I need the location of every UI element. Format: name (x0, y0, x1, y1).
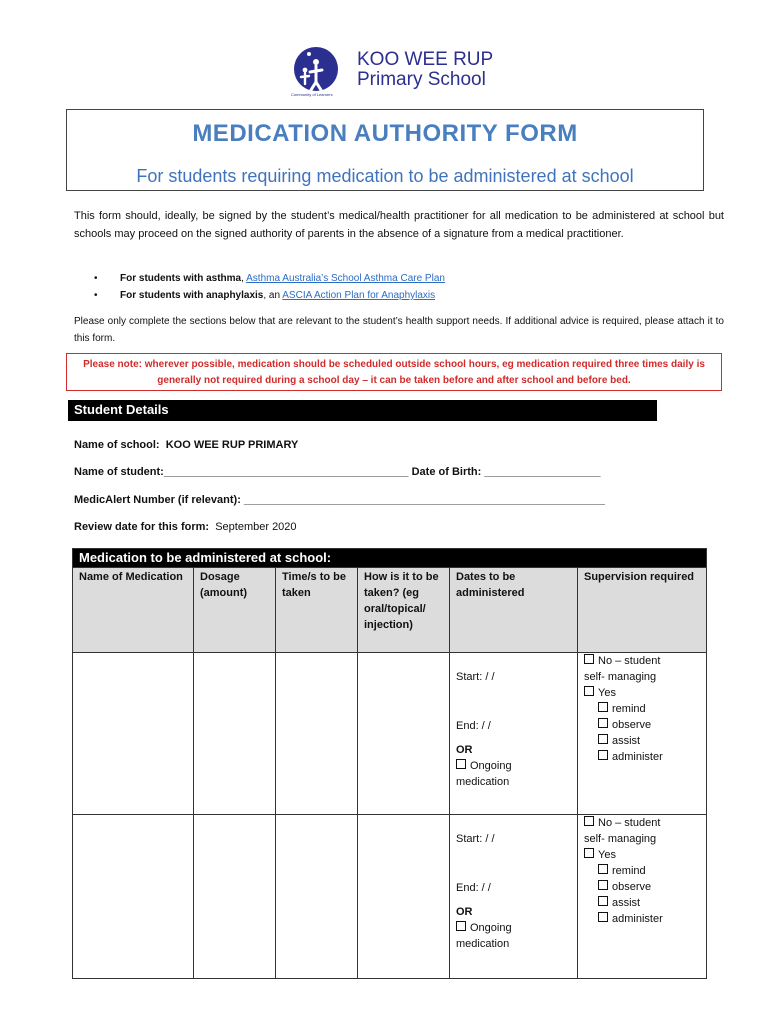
checkbox-icon[interactable] (584, 848, 594, 858)
assist-option[interactable] (584, 733, 700, 749)
review-date-label: Review date for this form: (74, 521, 210, 533)
medication-table (72, 548, 707, 979)
school-name-label: Name of school: (74, 439, 160, 451)
anaphylaxis-plan-link[interactable]: ASCIA Action Plan for Anaphylaxis (282, 290, 436, 301)
checkbox-icon[interactable] (598, 864, 608, 874)
observe-label: observe (612, 881, 652, 893)
school-logo (291, 46, 511, 98)
supervision-no-label: No – student (598, 655, 661, 667)
intro-paragraph: This form should, ideally, be signed by the student’s medical/health practitioner for all medication to be administered at school but schools may proceed on the signed authority of parents in the absence of a signature from a medical practitioner. (74, 210, 724, 240)
review-date-value: September 2020 (215, 521, 297, 533)
supervision-yes-label: Yes (598, 687, 616, 699)
column-header: Time/s to be taken (276, 568, 358, 653)
supervision-no-label: No – student (598, 817, 661, 829)
school-name-value: KOO WEE RUP PRIMARY (165, 439, 299, 451)
supervision-cell (578, 815, 707, 979)
list-item (94, 270, 714, 287)
logo-line-2: Primary School (357, 69, 486, 90)
supervision-yes-label: Yes (598, 849, 616, 861)
form-title: MEDICATION AUTHORITY FORM (192, 120, 578, 147)
assist-label: assist (612, 897, 641, 909)
review-date-field (74, 521, 297, 533)
end-date[interactable]: End: / / (456, 720, 491, 732)
title-box (66, 109, 704, 191)
end-date[interactable]: End: / / (456, 882, 491, 894)
checkbox-icon[interactable] (584, 816, 594, 826)
start-date[interactable]: Start: / / (456, 833, 495, 845)
ongoing-label-2: medication (456, 776, 510, 788)
list-item (94, 287, 714, 304)
dates-cell[interactable] (450, 653, 578, 815)
ongoing-label: Ongoing (470, 760, 512, 772)
remind-label: remind (612, 865, 646, 877)
assist-option[interactable] (584, 895, 700, 911)
or-label: OR (456, 906, 473, 918)
checkbox-icon[interactable] (584, 654, 594, 664)
checkbox-icon[interactable] (598, 702, 608, 712)
table-row (73, 815, 707, 979)
checkbox-icon[interactable] (456, 921, 466, 931)
advice-paragraph: Please only complete the sections below that are relevant to the student’s health support needs. If additional advice is required, please attach it to this form. (74, 316, 724, 344)
logo-line-1: KOO WEE RUP (357, 49, 494, 70)
checkbox-icon[interactable] (598, 718, 608, 728)
plan-list (94, 270, 714, 304)
ongoing-option[interactable] (456, 758, 571, 774)
administer-label: administer (612, 913, 663, 925)
medicalert-label: MedicAlert Number (if relevant): ___________________________________________________________ (74, 494, 605, 506)
time-cell[interactable] (276, 815, 358, 979)
column-header (450, 568, 578, 653)
supervision-no-option[interactable] (584, 815, 700, 831)
supervision-cell (578, 653, 707, 815)
observe-option[interactable] (584, 879, 700, 895)
column-header (578, 568, 707, 653)
method-cell[interactable] (358, 653, 450, 815)
supervision-yes-option[interactable] (584, 685, 700, 701)
bullet-separator: , (241, 273, 247, 284)
medication-heading: Medication to be administered at school: (73, 549, 707, 568)
logo-tagline: Community of Learners (291, 92, 333, 97)
checkbox-icon[interactable] (456, 759, 466, 769)
medicalert-field[interactable] (74, 494, 605, 506)
remind-option[interactable] (584, 701, 700, 717)
dates-cell[interactable] (450, 815, 578, 979)
checkbox-icon[interactable] (598, 896, 608, 906)
column-header-text: Dates to be administered (456, 571, 525, 599)
bullet-label: For students with asthma (120, 273, 242, 284)
start-date[interactable]: Start: / / (456, 671, 495, 683)
column-header: Name of Medication (73, 568, 194, 653)
checkbox-icon[interactable] (598, 912, 608, 922)
medication-name-cell[interactable] (73, 653, 194, 815)
asthma-plan-link[interactable]: Asthma Australia’s School Asthma Care Plan (246, 273, 445, 284)
supervision-no-option[interactable] (584, 653, 700, 669)
administer-option[interactable] (584, 911, 700, 927)
student-details-heading: Student Details (68, 400, 657, 421)
remind-label: remind (612, 703, 646, 715)
supervision-no-label-2: self- managing (584, 833, 657, 845)
table-header-row (73, 568, 707, 653)
remind-option[interactable] (584, 863, 700, 879)
column-header: Dosage (amount) (194, 568, 276, 653)
medication-name-cell[interactable] (73, 815, 194, 979)
dob-label: Date of Birth: ___________________ (411, 466, 601, 478)
dosage-cell[interactable] (194, 653, 276, 815)
observe-option[interactable] (584, 717, 700, 733)
checkbox-icon[interactable] (598, 750, 608, 760)
supervision-no-label-2: self- managing (584, 671, 657, 683)
column-header: How is it to be taken? (eg oral/topical/ injection) (358, 568, 450, 653)
administer-option[interactable] (584, 749, 700, 765)
bullet-label: For students with anaphylaxis (120, 290, 264, 301)
observe-label: observe (612, 719, 652, 731)
or-label: OR (456, 744, 473, 756)
time-cell[interactable] (276, 653, 358, 815)
checkbox-icon[interactable] (584, 686, 594, 696)
ongoing-option[interactable] (456, 920, 571, 936)
checkbox-icon[interactable] (598, 880, 608, 890)
logo-wordmark (357, 50, 493, 90)
note-text: Please note: wherever possible, medication should be scheduled outside school hours, eg medication required three times daily is generally not required during a school day – it can be taken before and after school and before bed. (83, 359, 705, 386)
ongoing-label: Ongoing (470, 922, 512, 934)
student-name-field[interactable] (74, 466, 601, 478)
supervision-yes-option[interactable] (584, 847, 700, 863)
assist-label: assist (612, 735, 641, 747)
method-cell[interactable] (358, 815, 450, 979)
school-crest-icon (291, 46, 351, 92)
dosage-cell[interactable] (194, 815, 276, 979)
administer-label: administer (612, 751, 663, 763)
ongoing-label-2: medication (456, 938, 510, 950)
student-name-label: Name of student:________________________________________ (74, 466, 409, 478)
column-header-text: Supervision required (584, 571, 695, 583)
note-box (66, 353, 722, 391)
table-row (73, 653, 707, 815)
form-subtitle: For students requiring medication to be administered at school (136, 166, 634, 186)
checkbox-icon[interactable] (598, 734, 608, 744)
bullet-separator: , an (263, 290, 283, 301)
school-name-field (74, 439, 298, 451)
